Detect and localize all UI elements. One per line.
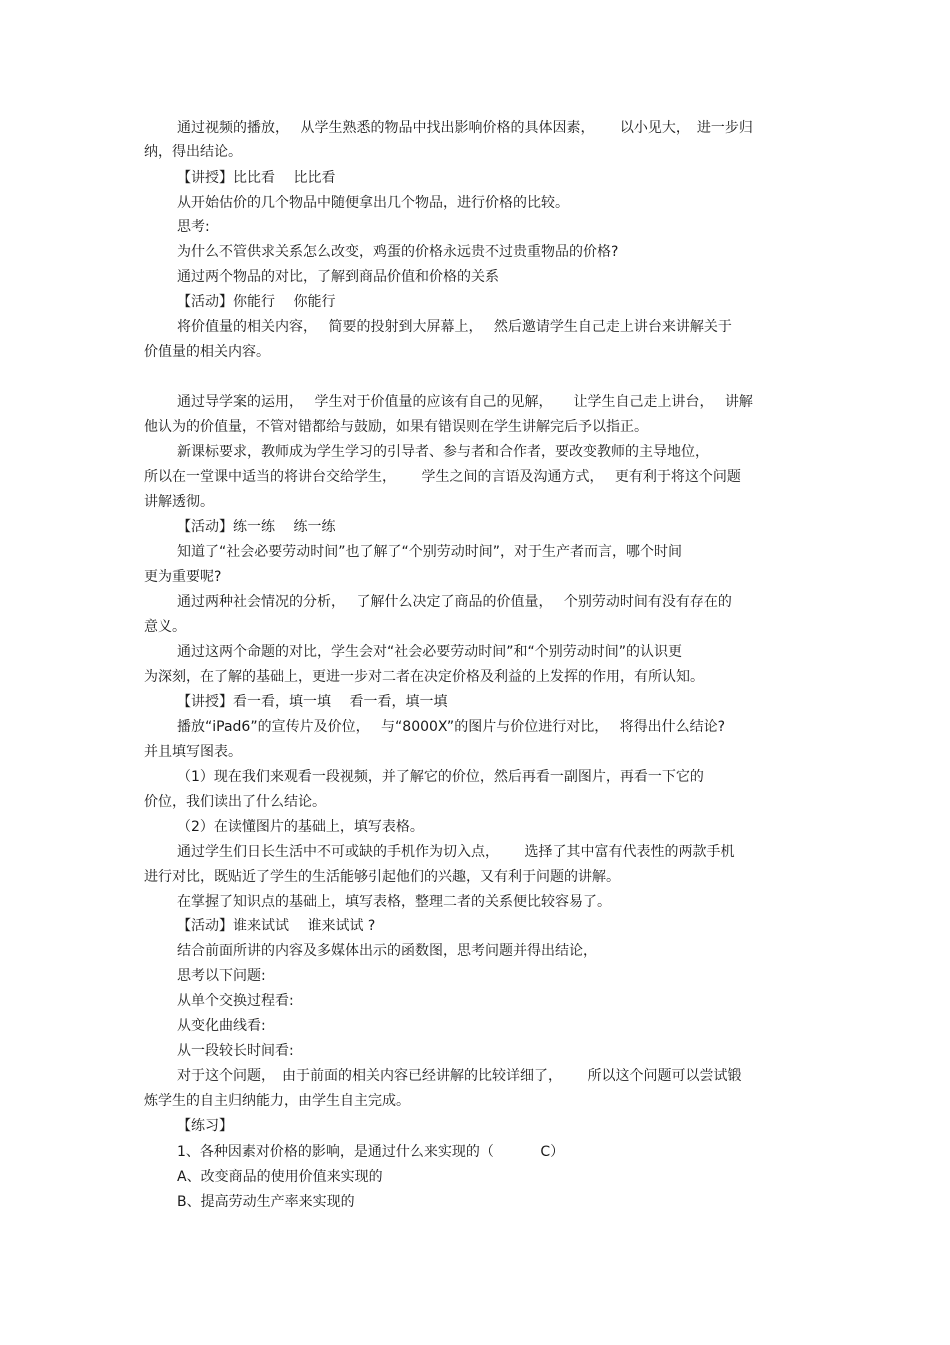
paragraph-line: 进行对比，既贴近了学生的生活能够引起他们的兴趣，又有利于问题的讲解。: [144, 869, 620, 885]
exercise-option: B、提高劳动生产率来实现的: [177, 1194, 355, 1210]
exercise-option: A、改变商品的使用价值来实现的: [177, 1169, 383, 1185]
paragraph-line: 为深刻，在了解的基础上，更进一步对二者在决定价格及利益的上发挥的作用，有所认知。: [144, 669, 704, 685]
paragraph-line: （1）现在我们来观看一段视频，并了解它的价位，然后再看一副图片，再看一下它的: [177, 769, 704, 785]
paragraph-line: 价值量的相关内容。: [144, 344, 270, 360]
paragraph-line: 通过两种社会情况的分析， 了解什么决定了商品的价值量， 个别劳动时间有没有存在的: [177, 594, 732, 610]
paragraph-line: 从一段较长时间看:: [177, 1043, 294, 1059]
paragraph-line: 思考:: [177, 219, 210, 235]
section-heading: 【活动】练一练 练一练: [177, 519, 336, 535]
paragraph-line: 知道了“社会必要劳动时间”也了解了“个别劳动时间”，对于生产者而言，哪个时间: [177, 544, 683, 560]
paragraph-line: 并且填写图表。: [144, 744, 242, 760]
paragraph-line: （2）在读懂图片的基础上，填写表格。: [177, 819, 424, 835]
paragraph-line: 所以在一堂课中适当的将讲台交给学生， 学生之间的言语及沟通方式， 更有利于将这个问题: [144, 469, 741, 485]
paragraph-line: 通过导学案的运用， 学生对于价值量的应该有自己的见解， 让学生自己走上讲台， 讲解: [177, 394, 753, 410]
paragraph-line: 从开始估价的几个物品中随便拿出几个物品，进行价格的比较。: [177, 195, 569, 211]
paragraph-line: 思考以下问题:: [177, 968, 266, 984]
paragraph-line: 在掌握了知识点的基础上，填写表格，整理二者的关系便比较容易了。: [177, 894, 611, 910]
paragraph-line: 为什么不管供求关系怎么改变，鸡蛋的价格永远贵不过贵重物品的价格?: [177, 244, 619, 260]
paragraph-line: 他认为的价值量，不管对错都给与鼓励，如果有错误则在学生讲解完后予以指正。: [144, 419, 648, 435]
paragraph-line: 结合前面所讲的内容及多媒体出示的函数图，思考问题并得出结论，: [177, 943, 597, 959]
paragraph-line: 炼学生的自主归纳能力，由学生自主完成。: [144, 1093, 410, 1109]
paragraph-line: 将价值量的相关内容， 简要的投射到大屏幕上， 然后邀请学生自己走上讲台来讲解关于: [177, 319, 732, 335]
section-heading: 【练习】: [177, 1118, 233, 1134]
section-heading: 【活动】谁来试试 谁来试试 ?: [177, 918, 376, 934]
paragraph-line: 新课标要求，教师成为学生学习的引导者、参与者和合作者，要改变教师的主导地位，: [177, 444, 709, 460]
paragraph-line: 通过视频的播放， 从学生熟悉的物品中找出影响价格的具体因素， 以小见大， 进一步归: [177, 120, 753, 136]
paragraph-line: 对于这个问题， 由于前面的相关内容已经讲解的比较详细了， 所以这个问题可以尝试锻: [177, 1068, 742, 1084]
paragraph-line: 价位，我们读出了什么结论。: [144, 794, 326, 810]
section-heading: 【讲授】看一看，填一填 看一看，填一填: [177, 694, 448, 710]
paragraph-line: 通过这两个命题的对比，学生会对“社会必要劳动时间”和“个别劳动时间”的认识更: [177, 644, 683, 660]
paragraph-line: 更为重要呢?: [144, 569, 222, 585]
exercise-question: 1、各种因素对价格的影响，是通过什么来实现的（ C）: [177, 1144, 565, 1160]
paragraph-line: 从变化曲线看:: [177, 1018, 266, 1034]
paragraph-line: 讲解透彻。: [144, 494, 214, 510]
section-heading: 【活动】你能行 你能行: [177, 294, 336, 310]
paragraph-line: 纳，得出结论。: [144, 144, 242, 160]
paragraph-line: 通过两个物品的对比，了解到商品价值和价格的关系: [177, 269, 499, 285]
paragraph-line: 从单个交换过程看:: [177, 993, 294, 1009]
paragraph-line: 意义。: [144, 619, 186, 635]
paragraph-line: 通过学生们日长生活中不可或缺的手机作为切入点， 选择了其中富有代表性的两款手机: [177, 844, 735, 860]
section-heading: 【讲授】比比看 比比看: [177, 170, 336, 186]
paragraph-line: 播放“iPad6”的宣传片及价位， 与“8000X”的图片与价位进行对比， 将得出什么结论?: [177, 719, 726, 735]
